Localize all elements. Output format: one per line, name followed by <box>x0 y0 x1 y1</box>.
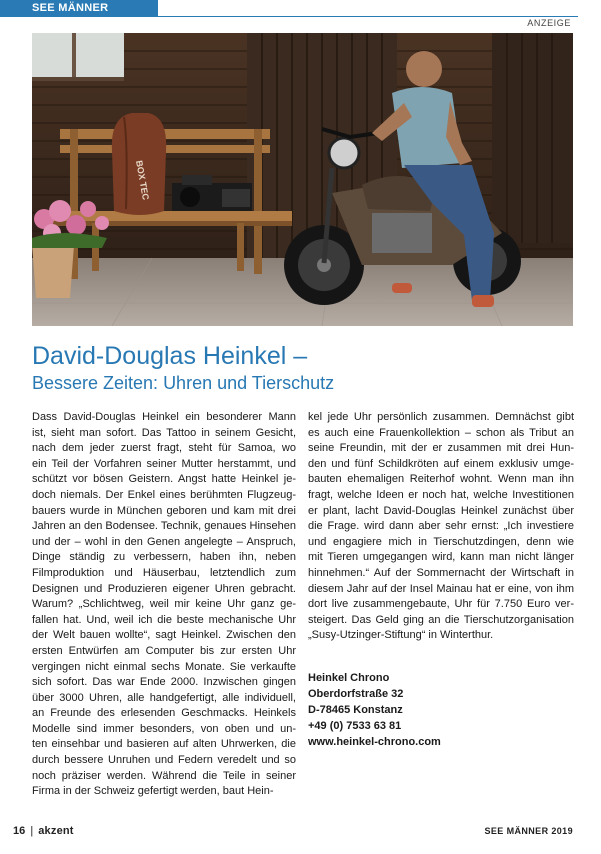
body-text-line: Jahren an den Bodensee. Technik, genaues Hinsehen <box>32 520 296 533</box>
body-text-line: ten einsehbar und basieren auf alten Uhrwerken, die <box>32 738 296 751</box>
body-text-line: seine Freundin, mit der er zusammen mit drei Hun- <box>308 442 574 455</box>
body-text-line: und der – wohl in den Genen angelegte – Anspruch, <box>32 535 296 548</box>
section-tag <box>0 0 158 17</box>
body-text-line: fallen hat. Und, weil ich die beste mechanische Uhr <box>32 613 296 626</box>
body-text-line: mit Tieren umgegangen wird, kann man nicht länger <box>308 551 574 564</box>
body-column-right <box>308 410 574 644</box>
article-subtitle: Bessere Zeiten: Uhren und Tierschutz <box>32 373 335 393</box>
contact-block <box>308 670 441 750</box>
body-text-line: schützt vor bösen Geistern. Angst hatte Heinkel je- <box>32 473 296 486</box>
ad-label: ANZEIGE <box>527 18 571 28</box>
body-text-line: fragt, welche Ideen er noch hat, welche Investitionen <box>308 488 574 501</box>
body-text-line: dort live zusammengebaute, Uhr für 7.750 Euro ver- <box>308 598 574 611</box>
body-text-line: ist, sieht man sofort. Das Tattoo in seinem Gesicht, <box>32 426 296 439</box>
body-text-line: Filmproduktion und Häuserbau, letztendlich zum <box>32 566 296 579</box>
body-text-line: noch präziser werden. Während die Teile in seiner <box>32 769 296 782</box>
body-text-line: Warum? „Schlichtweg, weil mir keine Uhr ganz ge- <box>32 598 296 611</box>
contact-street: Oberdorfstraße 32 <box>308 688 404 700</box>
body-text-line: „Susy-Utzinger-Stiftung“ in Winterthur. <box>308 629 494 642</box>
article-title: David-Douglas Heinkel – <box>32 342 308 370</box>
body-text-line: bauers wurde in München geboren und kam mit drei <box>32 504 296 517</box>
contact-company: Heinkel Chrono <box>308 672 390 684</box>
body-text-line: die Frage. wird dann aber sehr ernst: „Ich investiere <box>308 520 574 533</box>
body-text-line: ein Teil der Vorfahren seiner Mutter herstammt, und <box>32 457 296 470</box>
contact-phone: +49 (0) 7533 63 81 <box>308 720 402 732</box>
body-text-line: Firma in der Schweiz gefertigt werden, baut Hein- <box>32 785 274 798</box>
body-text-line: Dinge ständig zu verbessern, haben ihn, neben <box>32 551 296 564</box>
contact-website: www.heinkel-chrono.com <box>308 736 441 748</box>
body-text-line: er plant, lacht David-Douglas Heinkel zunächst über <box>308 504 574 517</box>
body-text-line: der Welt bauen wollte“, sagt Heinkel. Zwischen den <box>32 629 296 642</box>
body-text-line: vergingen nicht einmal sechs Monate. Sie verkaufte <box>32 660 296 673</box>
section-label: SEE MÄNNER <box>32 2 109 14</box>
body-text-line: den und fünf Schildkröten auf einem exklusiv umge- <box>308 457 574 470</box>
footer-issue: SEE MÄNNER 2019 <box>484 826 573 836</box>
body-text-line: sich sofort. Das war Ende 2000. Inzwischen gingen <box>32 676 296 689</box>
magazine-brand: akzent <box>38 825 74 837</box>
body-text-line: Modelle sind immer besonders, von oben und un- <box>32 722 296 735</box>
body-text-line: bauten ehemaligen Reiterhof wohnt. Wenn man ihn <box>308 473 574 486</box>
header-rule <box>158 16 578 17</box>
body-text-line: Dass David-Douglas Heinkel ein besonderer Mann <box>32 411 296 423</box>
body-text-line: über 3000 Uhren, alle handgefertigt, alle individuell, <box>32 691 296 704</box>
body-text-line: steigert. Das Geld ging an die Tierschutzorganisation <box>308 613 574 626</box>
boxing-bag-text: BOX TEC <box>134 159 151 201</box>
page-number: 16 <box>13 825 26 837</box>
body-text-line: es auch eine Frauenkollektion – schon als Tribut an <box>308 426 574 439</box>
contact-city: D-78465 Konstanz <box>308 704 403 716</box>
body-text-line: und engagiere mich in Tierschutzdingen, denn wie <box>308 535 574 548</box>
body-text-line: nach dem jeder zuerst fragt, steht für Samoa, wo <box>32 442 296 455</box>
body-text-line: ersten Entwürfen am Computer bis zur ersten Uhr <box>32 644 296 657</box>
body-text-line: hinnehmen.“ Auf der Sommernacht der Wirtschaft in <box>308 566 574 579</box>
body-text-line: durch bessere Unruhen und Federn veredelt und so <box>32 754 296 767</box>
body-text-line: doch niemals. Der Enkel eines berühmten Flugzeug- <box>32 488 296 501</box>
body-text-line: Designen und Produzieren eigener Uhren gebracht. <box>32 582 296 595</box>
article-photo <box>32 33 573 326</box>
body-text-line: diesem Jahr auf der Insel Mainau hat er eine, von ihm <box>308 582 574 595</box>
body-column-left <box>32 410 296 800</box>
body-text-line: kel jede Uhr persönlich zusammen. Demnächst gibt <box>308 411 574 423</box>
body-text-line: an Freunde des erlesenden Geschmacks. Heinkels <box>32 707 296 720</box>
footer-left <box>13 825 74 837</box>
footer-separator: | <box>30 825 34 837</box>
